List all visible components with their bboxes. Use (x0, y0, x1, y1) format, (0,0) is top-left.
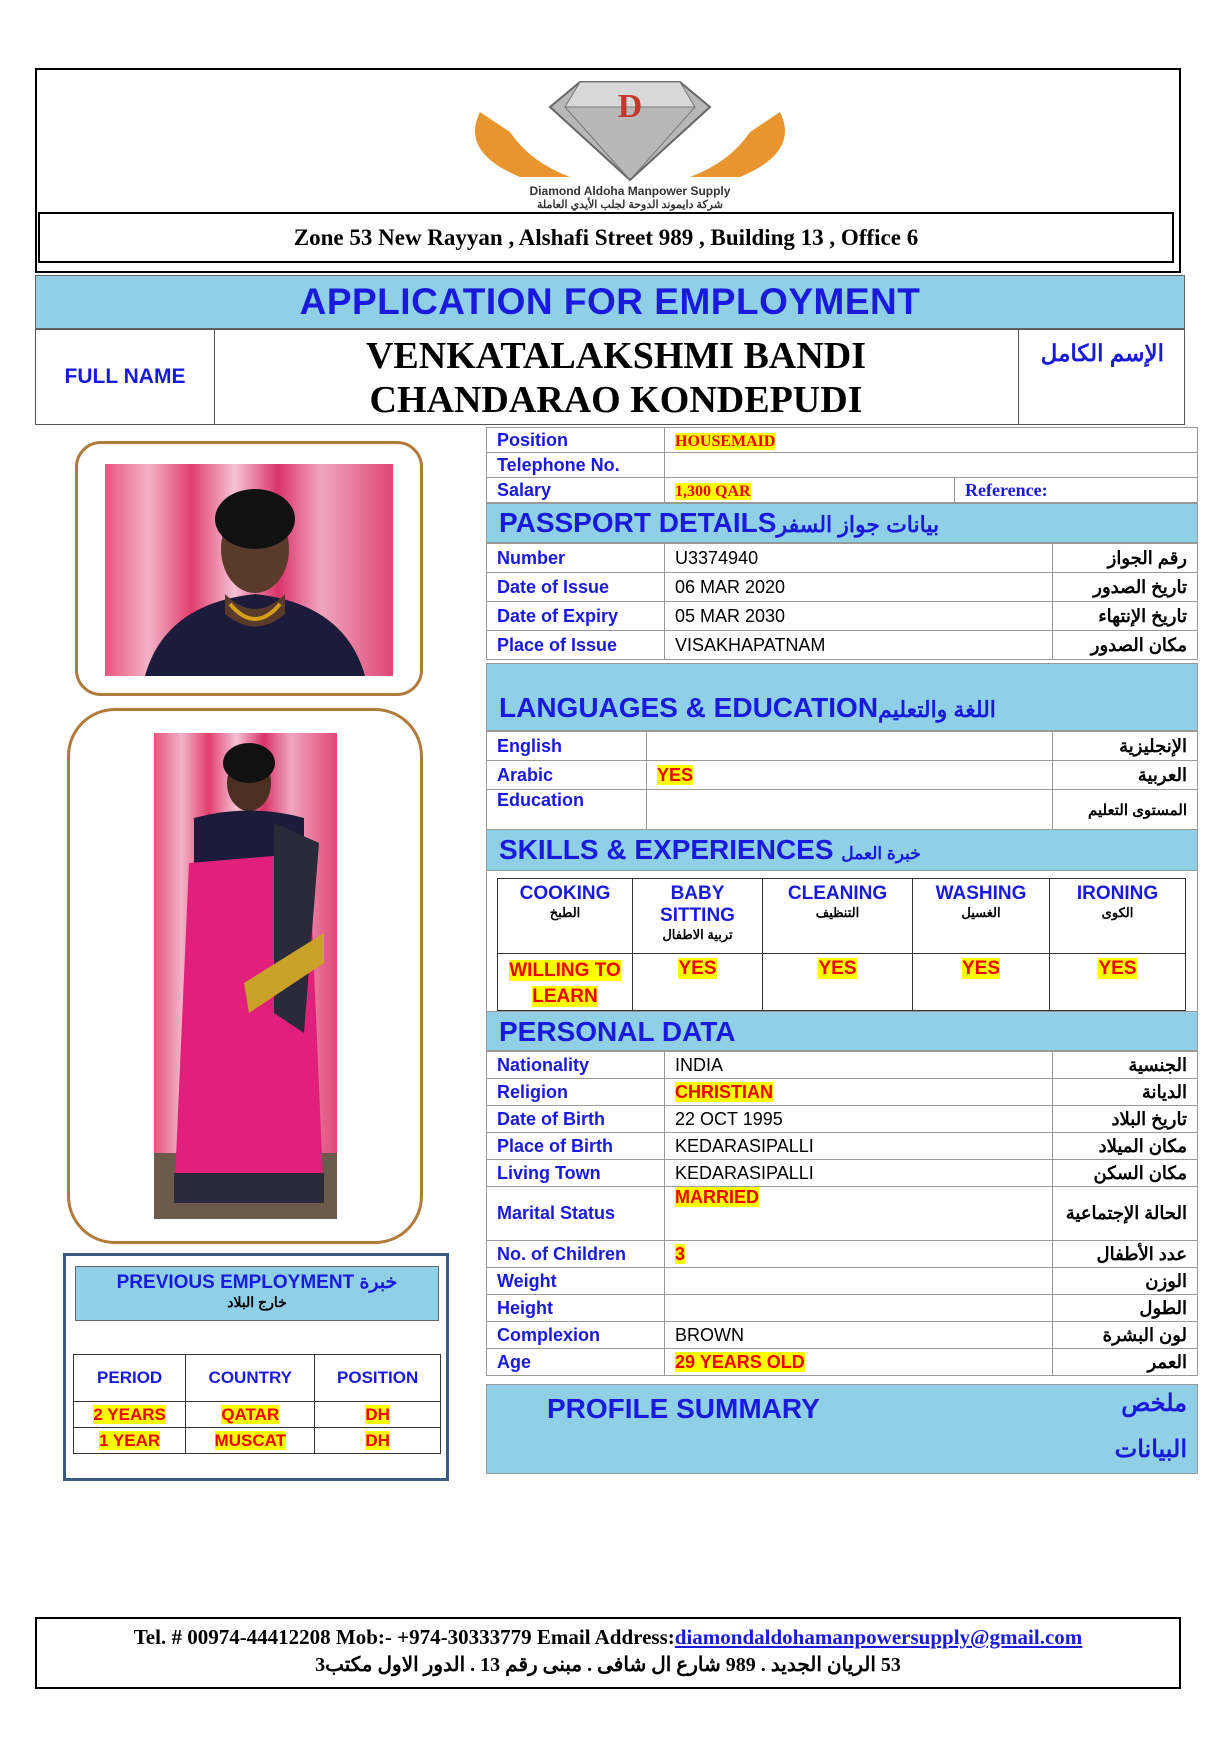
previous-employment-box (63, 1253, 449, 1481)
header-period: PERIOD (74, 1355, 186, 1402)
passport-title-ar: بيانات جواز السفر (776, 512, 940, 537)
profile-title-ar-1: ملخص (1121, 1390, 1187, 1417)
table-row (74, 1402, 441, 1428)
skill-cleaning-value: YES (818, 958, 857, 979)
previous-employment-table (73, 1354, 441, 1454)
telephone-value (665, 453, 1198, 478)
languages-table (486, 731, 1198, 830)
skills-section-header (486, 829, 1198, 871)
personal-row: Age 29 YEARS OLD العمر (487, 1349, 1198, 1376)
skill-ironing: IRONING الكوى (1050, 879, 1186, 954)
passport-row (487, 544, 1198, 573)
table-row (74, 1428, 441, 1454)
passport-row (487, 631, 1198, 660)
education-label: Education (487, 790, 647, 830)
passport-row (487, 573, 1198, 602)
personal-row: No. of Children 3 عدد الأطفال (487, 1241, 1198, 1268)
full-name-line1: VENKATALAKSHMI BANDI (365, 335, 867, 377)
country-cell: QATAR (221, 1404, 280, 1424)
previous-employment-title: PREVIOUS EMPLOYMENT (116, 1272, 355, 1293)
position-label: Position (487, 428, 665, 453)
arabic-label: Arabic (487, 761, 647, 790)
skill-washing-value: YES (961, 958, 1001, 979)
skill-ironing-value: YES (1098, 958, 1137, 979)
passport-number-value: U3374940 (665, 544, 1053, 573)
full-name-row (35, 329, 1185, 425)
full-name-value (214, 330, 1019, 424)
personal-title: PERSONAL DATA (499, 1016, 736, 1047)
place-of-issue-ar: مكان الصدور (1053, 631, 1198, 660)
passport-title: PASSPORT DETAILS (499, 507, 777, 538)
profile-summary-section (486, 1384, 1198, 1474)
full-name-line2: CHANDARAO KONDEPUDI (369, 379, 863, 421)
header-country: COUNTRY (186, 1355, 315, 1402)
previous-employment-header (75, 1266, 439, 1321)
issue-date-label: Date of Issue (487, 573, 665, 602)
expiry-date-ar: تاريخ الإنتهاء (1053, 602, 1198, 631)
telephone-row (487, 453, 1198, 478)
previous-employment-title-ar-2: خارج البلاد (227, 1294, 287, 1310)
skill-baby-sitting: BABY SITTING تربية الاطفال (633, 879, 763, 954)
profile-title: PROFILE SUMMARY (547, 1393, 820, 1424)
full-body-photo (154, 733, 337, 1219)
country-cell: MUSCAT (214, 1430, 286, 1450)
expiry-date-value: 05 MAR 2030 (665, 602, 1053, 631)
logo-name-en: Diamond Aldoha Manpower Supply (529, 184, 731, 198)
skills-title: SKILLS & EXPERIENCES (499, 834, 834, 865)
personal-section-header (486, 1011, 1198, 1051)
english-label: English (487, 732, 647, 761)
skill-baby-sitting-value: YES (678, 958, 717, 979)
salary-label: Salary (487, 478, 665, 503)
skill-cooking-value: WILLING TO LEARN (509, 960, 621, 1007)
english-value (647, 732, 1053, 761)
reference-label: Reference: (955, 478, 1198, 503)
salary-row (487, 478, 1198, 503)
passport-table (486, 543, 1198, 660)
skills-table (497, 878, 1186, 1011)
personal-row: Complexion BROWN لون البشرة (487, 1322, 1198, 1349)
personal-row: Religion CHRISTIAN الديانة (487, 1079, 1198, 1106)
personal-row: Weight الوزن (487, 1268, 1198, 1295)
languages-title-ar: اللغة والتعليم (878, 697, 996, 722)
profile-title-ar-2: البيانات (1114, 1436, 1187, 1463)
telephone-label: Telephone No. (487, 453, 665, 478)
expiry-date-label: Date of Expiry (487, 602, 665, 631)
job-info-table (486, 427, 1198, 503)
svg-text:D: D (617, 88, 643, 125)
personal-row: Height الطول (487, 1295, 1198, 1322)
salary-value: 1,300 QAR (675, 482, 751, 500)
portrait-photo (105, 464, 393, 676)
position-cell: DH (365, 1404, 390, 1424)
arabic-value: YES (657, 764, 694, 785)
issue-date-ar: تاريخ الصدور (1053, 573, 1198, 602)
company-logo (440, 72, 820, 212)
footer-phone: Tel. # 00974-44412208 Mob:- +974-30333779 Email Address: (133, 1625, 675, 1649)
logo-name-ar: شركة دايموند الدوحة لجلب الأيدي العاملة (537, 199, 723, 211)
languages-title: LANGUAGES & EDUCATION (499, 692, 879, 723)
english-ar: الإنجليزية (1053, 732, 1198, 761)
passport-number-label: Number (487, 544, 665, 573)
passport-section-header (486, 503, 1198, 543)
languages-section-header (486, 663, 1198, 731)
education-value (647, 790, 1053, 830)
position-row (487, 428, 1198, 453)
footer-contact (35, 1617, 1181, 1689)
email-link[interactable]: diamondaldohamanpowersupply@gmail.com (674, 1625, 1083, 1649)
form-title-bar (35, 275, 1185, 329)
education-ar: المستوى التعليم (1053, 790, 1198, 830)
footer-address-ar: 53 الريان الجديد . 989 شارع ال شافى . مبنى رقم 13 . الدور الاول مكتب3 (315, 1654, 901, 1676)
language-row (487, 732, 1198, 761)
skills-value-row (498, 954, 1186, 1011)
company-address: Zone 53 New Rayyan , Alshafi Street 989 , Building 13 , Office 6 (38, 212, 1174, 263)
skill-cooking: COOKING الطبخ (498, 879, 633, 954)
language-row (487, 761, 1198, 790)
position-value: HOUSEMAID (675, 432, 776, 450)
header-position: POSITION (315, 1355, 441, 1402)
personal-row: Marital Status MARRIED الحالة الإجتماعية (487, 1187, 1198, 1241)
passport-row (487, 602, 1198, 631)
personal-row: Nationality INDIA الجنسية (487, 1052, 1198, 1079)
personal-row: Place of Birth KEDARASIPALLI مكان الميلاد (487, 1133, 1198, 1160)
full-name-label-ar: الإسم الكامل (1040, 340, 1164, 366)
personal-row: Living Town KEDARASIPALLI مكان السكن (487, 1160, 1198, 1187)
arabic-ar: العربية (1053, 761, 1198, 790)
skill-washing: WASHING الغسيل (913, 879, 1050, 954)
personal-row: Date of Birth 22 OCT 1995 تاريخ البلاد (487, 1106, 1198, 1133)
skills-header-row (498, 879, 1186, 954)
personal-table (486, 1051, 1198, 1376)
diamond-hands-icon (440, 72, 820, 184)
issue-date-value: 06 MAR 2020 (665, 573, 1053, 602)
place-of-issue-value: VISAKHAPATNAM (665, 631, 1053, 660)
previous-employment-title-ar-1: خبرة (359, 1272, 398, 1293)
form-title: APPLICATION FOR EMPLOYMENT (299, 281, 921, 322)
period-cell: 2 YEARS (93, 1404, 166, 1424)
passport-number-ar: رقم الجواز (1053, 544, 1198, 573)
period-cell: 1 YEAR (99, 1430, 161, 1450)
skills-title-ar: خبرة العمل (841, 844, 921, 863)
skill-cleaning: CLEANING التنظيف (763, 879, 913, 954)
place-of-issue-label: Place of Issue (487, 631, 665, 660)
table-header-row (74, 1355, 441, 1402)
position-cell: DH (365, 1430, 390, 1450)
language-row (487, 790, 1198, 830)
full-name-label: FULL NAME (36, 330, 215, 424)
